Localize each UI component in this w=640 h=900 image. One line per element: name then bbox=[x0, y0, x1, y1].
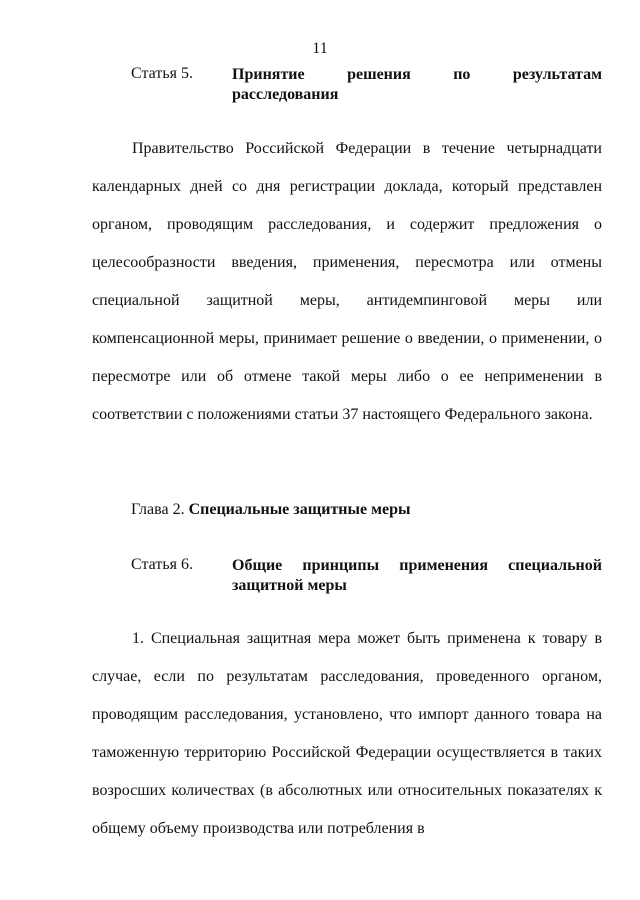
chapter-2-label: Глава 2. bbox=[131, 501, 185, 518]
chapter-2-title: Специальные защитные меры bbox=[188, 501, 411, 518]
article-6-paragraph-1: 1. Специальная защитная мера может быть применена к товару в случае, если по результатам расследования, проведенного органом, проводящим расследования, установлено, что импорт данного товара на таможенную территорию Российской Федерации осуществляется в таких возросших количествах (в абсолютных или относительных показателях к общему объему производства или потребления в bbox=[92, 630, 602, 837]
article-5-title bbox=[232, 65, 602, 105]
article-5-paragraph: Правительство Российской Федерации в течение четырнадцати календарных дней со дня регистрации доклада, который представлен органом, проводящим расследования, и содержит предложения о целесообразности введения, применения, пересмотра или отмены специальной защитной меры, антидемпинговой меры или компенсационной меры, принимает решение о введении, о применении, о пересмотре или об отмене такой меры либо о ее неприменении в соответствии с положениями статьи 37 настоящего Федерального закона. bbox=[92, 140, 602, 423]
article-5-title-line-1: Принятие решения по результатам bbox=[232, 66, 602, 83]
article-5-title-line-2: расследования bbox=[232, 86, 339, 103]
chapter-2-heading bbox=[131, 501, 411, 519]
article-6-label: Статья 6. bbox=[131, 556, 193, 573]
article-6-title bbox=[232, 556, 602, 596]
page-number: 11 bbox=[312, 40, 328, 57]
article-5-label: Статья 5. bbox=[131, 65, 193, 82]
article-6-title-line-1: Общие принципы применения специальной bbox=[232, 557, 602, 574]
article-6-title-line-2: защитной меры bbox=[232, 577, 347, 594]
